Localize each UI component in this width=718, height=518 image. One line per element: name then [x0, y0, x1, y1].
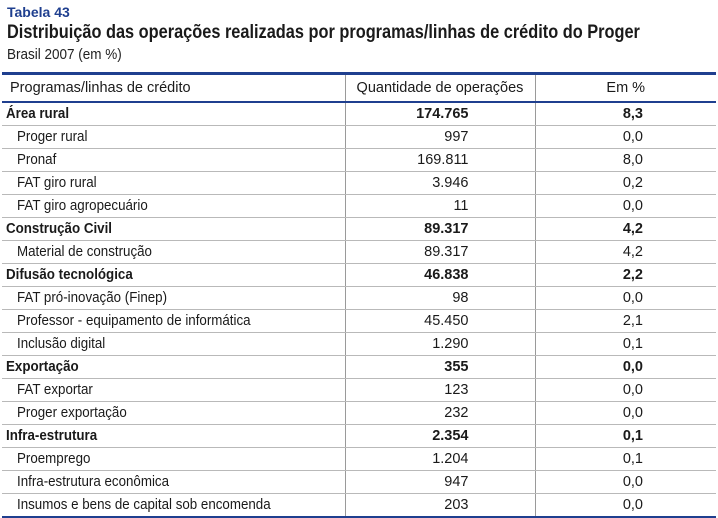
- percent-cell: 0,0: [535, 126, 716, 149]
- table-row: [2, 448, 716, 471]
- category-name: [2, 264, 345, 287]
- header-row: [2, 74, 716, 103]
- program-name: [2, 195, 345, 218]
- category-row: [2, 102, 716, 126]
- percent-cell: 4,2: [535, 218, 716, 241]
- quantity-cell: 98: [345, 287, 535, 310]
- row-label: FAT giro rural: [17, 175, 97, 191]
- row-label: Proemprego: [17, 451, 91, 467]
- percent-cell: 0,1: [535, 333, 716, 356]
- table-row: [2, 379, 716, 402]
- column-header-programas: Programas/linhas de crédito: [2, 74, 345, 103]
- row-label: Infra-estrutura: [6, 428, 98, 444]
- table-row: [2, 310, 716, 333]
- column-header-quantidade: Quantidade de operações: [345, 74, 535, 103]
- percent-cell: 0,2: [535, 172, 716, 195]
- category-name: [2, 425, 345, 448]
- category-name: [2, 356, 345, 379]
- table-subtitle: Brasil 2007 (em %): [7, 46, 122, 63]
- quantity-cell: 174.765: [345, 102, 535, 126]
- row-label: Exportação: [6, 359, 79, 375]
- table-row: [2, 149, 716, 172]
- percent-cell: 0,0: [535, 471, 716, 494]
- quantity-cell: 45.450: [345, 310, 535, 333]
- program-name: [2, 333, 345, 356]
- quantity-cell: 123: [345, 379, 535, 402]
- quantity-cell: 997: [345, 126, 535, 149]
- percent-cell: 8,0: [535, 149, 716, 172]
- row-label: Proger rural: [17, 129, 88, 145]
- row-label: Professor - equipamento de informática: [17, 313, 251, 329]
- percent-cell: 0,1: [535, 448, 716, 471]
- data-table: [2, 72, 716, 518]
- table-row: [2, 402, 716, 425]
- row-label: Difusão tecnológica: [6, 267, 133, 283]
- percent-cell: 4,2: [535, 241, 716, 264]
- percent-cell: 0,0: [535, 195, 716, 218]
- percent-cell: 0,0: [535, 356, 716, 379]
- program-name: [2, 287, 345, 310]
- program-name: [2, 471, 345, 494]
- row-label: Material de construção: [17, 244, 152, 260]
- row-label: FAT pró-inovação (Finep): [17, 290, 168, 306]
- quantity-cell: 169.811: [345, 149, 535, 172]
- program-name: [2, 149, 345, 172]
- category-row: [2, 425, 716, 448]
- percent-cell: 2,1: [535, 310, 716, 333]
- category-row: [2, 218, 716, 241]
- table-row: [2, 195, 716, 218]
- row-label: Proger exportação: [17, 405, 127, 421]
- quantity-cell: 89.317: [345, 241, 535, 264]
- table-title: Distribuição das operações realizadas por programas/linhas de crédito do Proger: [7, 22, 640, 43]
- program-name: [2, 402, 345, 425]
- percent-cell: 0,1: [535, 425, 716, 448]
- table-row: [2, 172, 716, 195]
- quantity-cell: 89.317: [345, 218, 535, 241]
- column-header-percent: Em %: [535, 74, 716, 103]
- quantity-cell: 203: [345, 494, 535, 518]
- quantity-cell: 947: [345, 471, 535, 494]
- quantity-cell: 3.946: [345, 172, 535, 195]
- table-row: [2, 471, 716, 494]
- program-name: [2, 172, 345, 195]
- category-row: [2, 264, 716, 287]
- program-name: [2, 448, 345, 471]
- quantity-cell: 11: [345, 195, 535, 218]
- percent-cell: 0,0: [535, 402, 716, 425]
- quantity-cell: 355: [345, 356, 535, 379]
- program-name: [2, 494, 345, 518]
- quantity-cell: 1.204: [345, 448, 535, 471]
- table-row: [2, 333, 716, 356]
- row-label: Infra-estrutura econômica: [17, 474, 170, 490]
- quantity-cell: 46.838: [345, 264, 535, 287]
- row-label: Insumos e bens de capital sob encomenda: [17, 497, 271, 513]
- category-name: [2, 102, 345, 126]
- row-label: Inclusão digital: [17, 336, 106, 352]
- quantity-cell: 2.354: [345, 425, 535, 448]
- row-label: FAT exportar: [17, 382, 93, 398]
- quantity-cell: 232: [345, 402, 535, 425]
- program-name: [2, 126, 345, 149]
- row-label: Pronaf: [17, 152, 57, 168]
- category-row: [2, 356, 716, 379]
- table-body: [2, 102, 716, 517]
- table-row: [2, 287, 716, 310]
- percent-cell: 8,3: [535, 102, 716, 126]
- row-label: Área rural: [6, 106, 70, 122]
- table-row: [2, 241, 716, 264]
- program-name: [2, 310, 345, 333]
- percent-cell: 2,2: [535, 264, 716, 287]
- table-label: Tabela 43: [7, 4, 70, 20]
- category-name: [2, 218, 345, 241]
- percent-cell: 0,0: [535, 287, 716, 310]
- table-row: [2, 494, 716, 518]
- table-row: [2, 126, 716, 149]
- percent-cell: 0,0: [535, 494, 716, 518]
- program-name: [2, 241, 345, 264]
- row-label: FAT giro agropecuário: [17, 198, 148, 214]
- quantity-cell: 1.290: [345, 333, 535, 356]
- program-name: [2, 379, 345, 402]
- row-label: Construção Civil: [6, 221, 113, 237]
- percent-cell: 0,0: [535, 379, 716, 402]
